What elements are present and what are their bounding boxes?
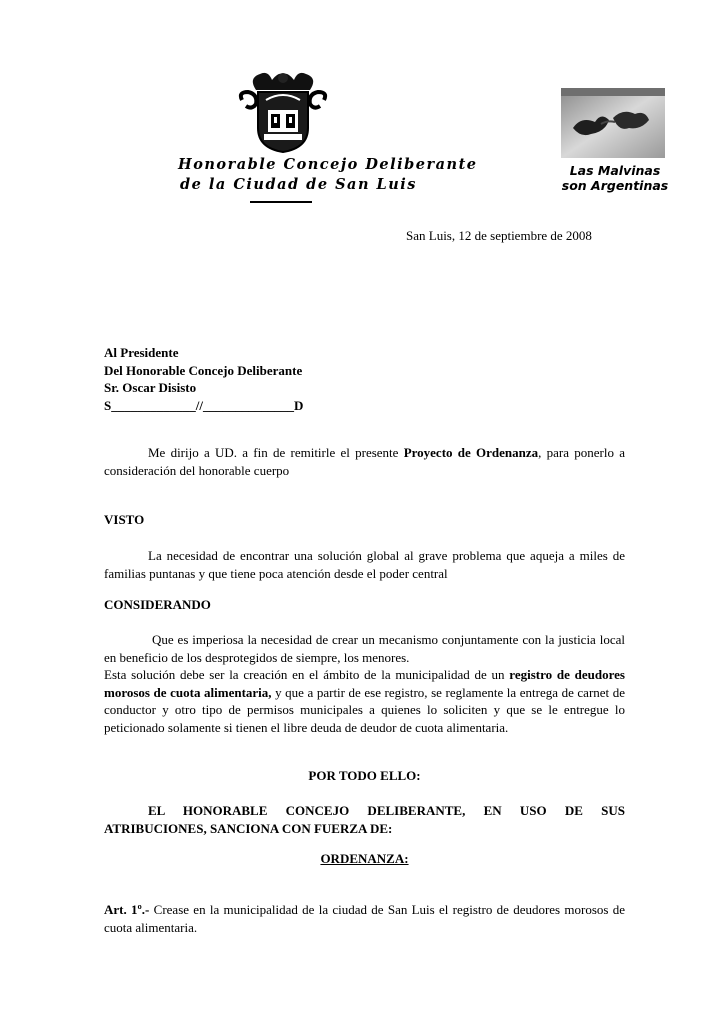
recipient-line2: Del Honorable Concejo Deliberante	[104, 362, 303, 378]
considerando-paragraph-1	[104, 631, 625, 666]
malvinas-slogan-line2: son Argentinas	[561, 178, 669, 193]
council-name-line2: de la Ciudad de San Luis	[180, 176, 417, 193]
malvinas-slogan	[550, 163, 680, 193]
council-name-line1: Honorable Concejo Deliberante	[178, 156, 478, 173]
recipient-block	[104, 344, 303, 414]
article-1-text: Crease en la municipalidad de la ciudad de San Luis el registro de deudores morosos de cuota alimentaria.	[104, 902, 625, 935]
council-crest-logo	[238, 70, 328, 155]
sanciona-text: EL HONORABLE CONCEJO DELIBERANTE, EN USO DE SUS ATRIBUCIONES, SANCIONA CON FUERZA DE:	[104, 803, 625, 836]
malvinas-slogan-line1: Las Malvinas	[569, 163, 661, 178]
council-name	[178, 155, 478, 195]
considerando-p1-text: Que es imperiosa la necesidad de crear un mecanismo conjuntamente con la justicia local en beneficio de los desprotegidos de siempre, los menores.	[104, 632, 625, 665]
considerando-heading: CONSIDERANDO	[104, 597, 211, 612]
recipient-line1: Al Presidente	[104, 345, 179, 360]
malvinas-islands-image	[561, 88, 665, 158]
considerando-p2-after: y que a partir de ese registro, se reglamente la entrega de carnet de conductor y otro tipo de permisos municipales a quienes lo soliciten y que se le entregue lo peticionado solamente si tienen el libre deuda de deudor de cuota alimentaria.	[104, 684, 625, 735]
intro-text-before: Me dirijo a UD. a fin de remitirle el presente	[148, 445, 404, 460]
recipient-line4: S_____________//______________D	[104, 397, 304, 413]
por-todo-ello-heading: POR TODO ELLO:	[308, 768, 421, 783]
article-1-paragraph	[104, 901, 625, 936]
visto-paragraph	[104, 547, 625, 582]
considerando-p2-before: Esta solución debe ser la creación en el ámbito de la municipalidad de un	[104, 667, 510, 682]
intro-text-bold: Proyecto de Ordenanza	[403, 445, 539, 460]
sanciona-paragraph	[104, 802, 625, 837]
visto-heading: VISTO	[104, 512, 145, 527]
article-1-label: Art. 1º.-	[104, 902, 150, 917]
intro-paragraph	[104, 444, 625, 479]
considerando-paragraph-2	[104, 666, 625, 736]
recipient-line3: Sr. Oscar Disisto	[104, 380, 197, 395]
letter-date: San Luis, 12 de septiembre de 2008	[406, 228, 592, 243]
visto-text: La necesidad de encontrar una solución global al grave problema que aqueja a miles de familias puntanas y que tiene poca atención desde el poder central	[104, 548, 625, 581]
intro-text-after: , para ponerlo a consideración del honorable cuerpo	[104, 445, 625, 478]
council-underline	[250, 201, 312, 203]
ordenanza-heading: ORDENANZA:	[320, 851, 409, 866]
considerando-p2-bold: registro de deudores morosos de cuota alimentaria,	[104, 667, 625, 700]
